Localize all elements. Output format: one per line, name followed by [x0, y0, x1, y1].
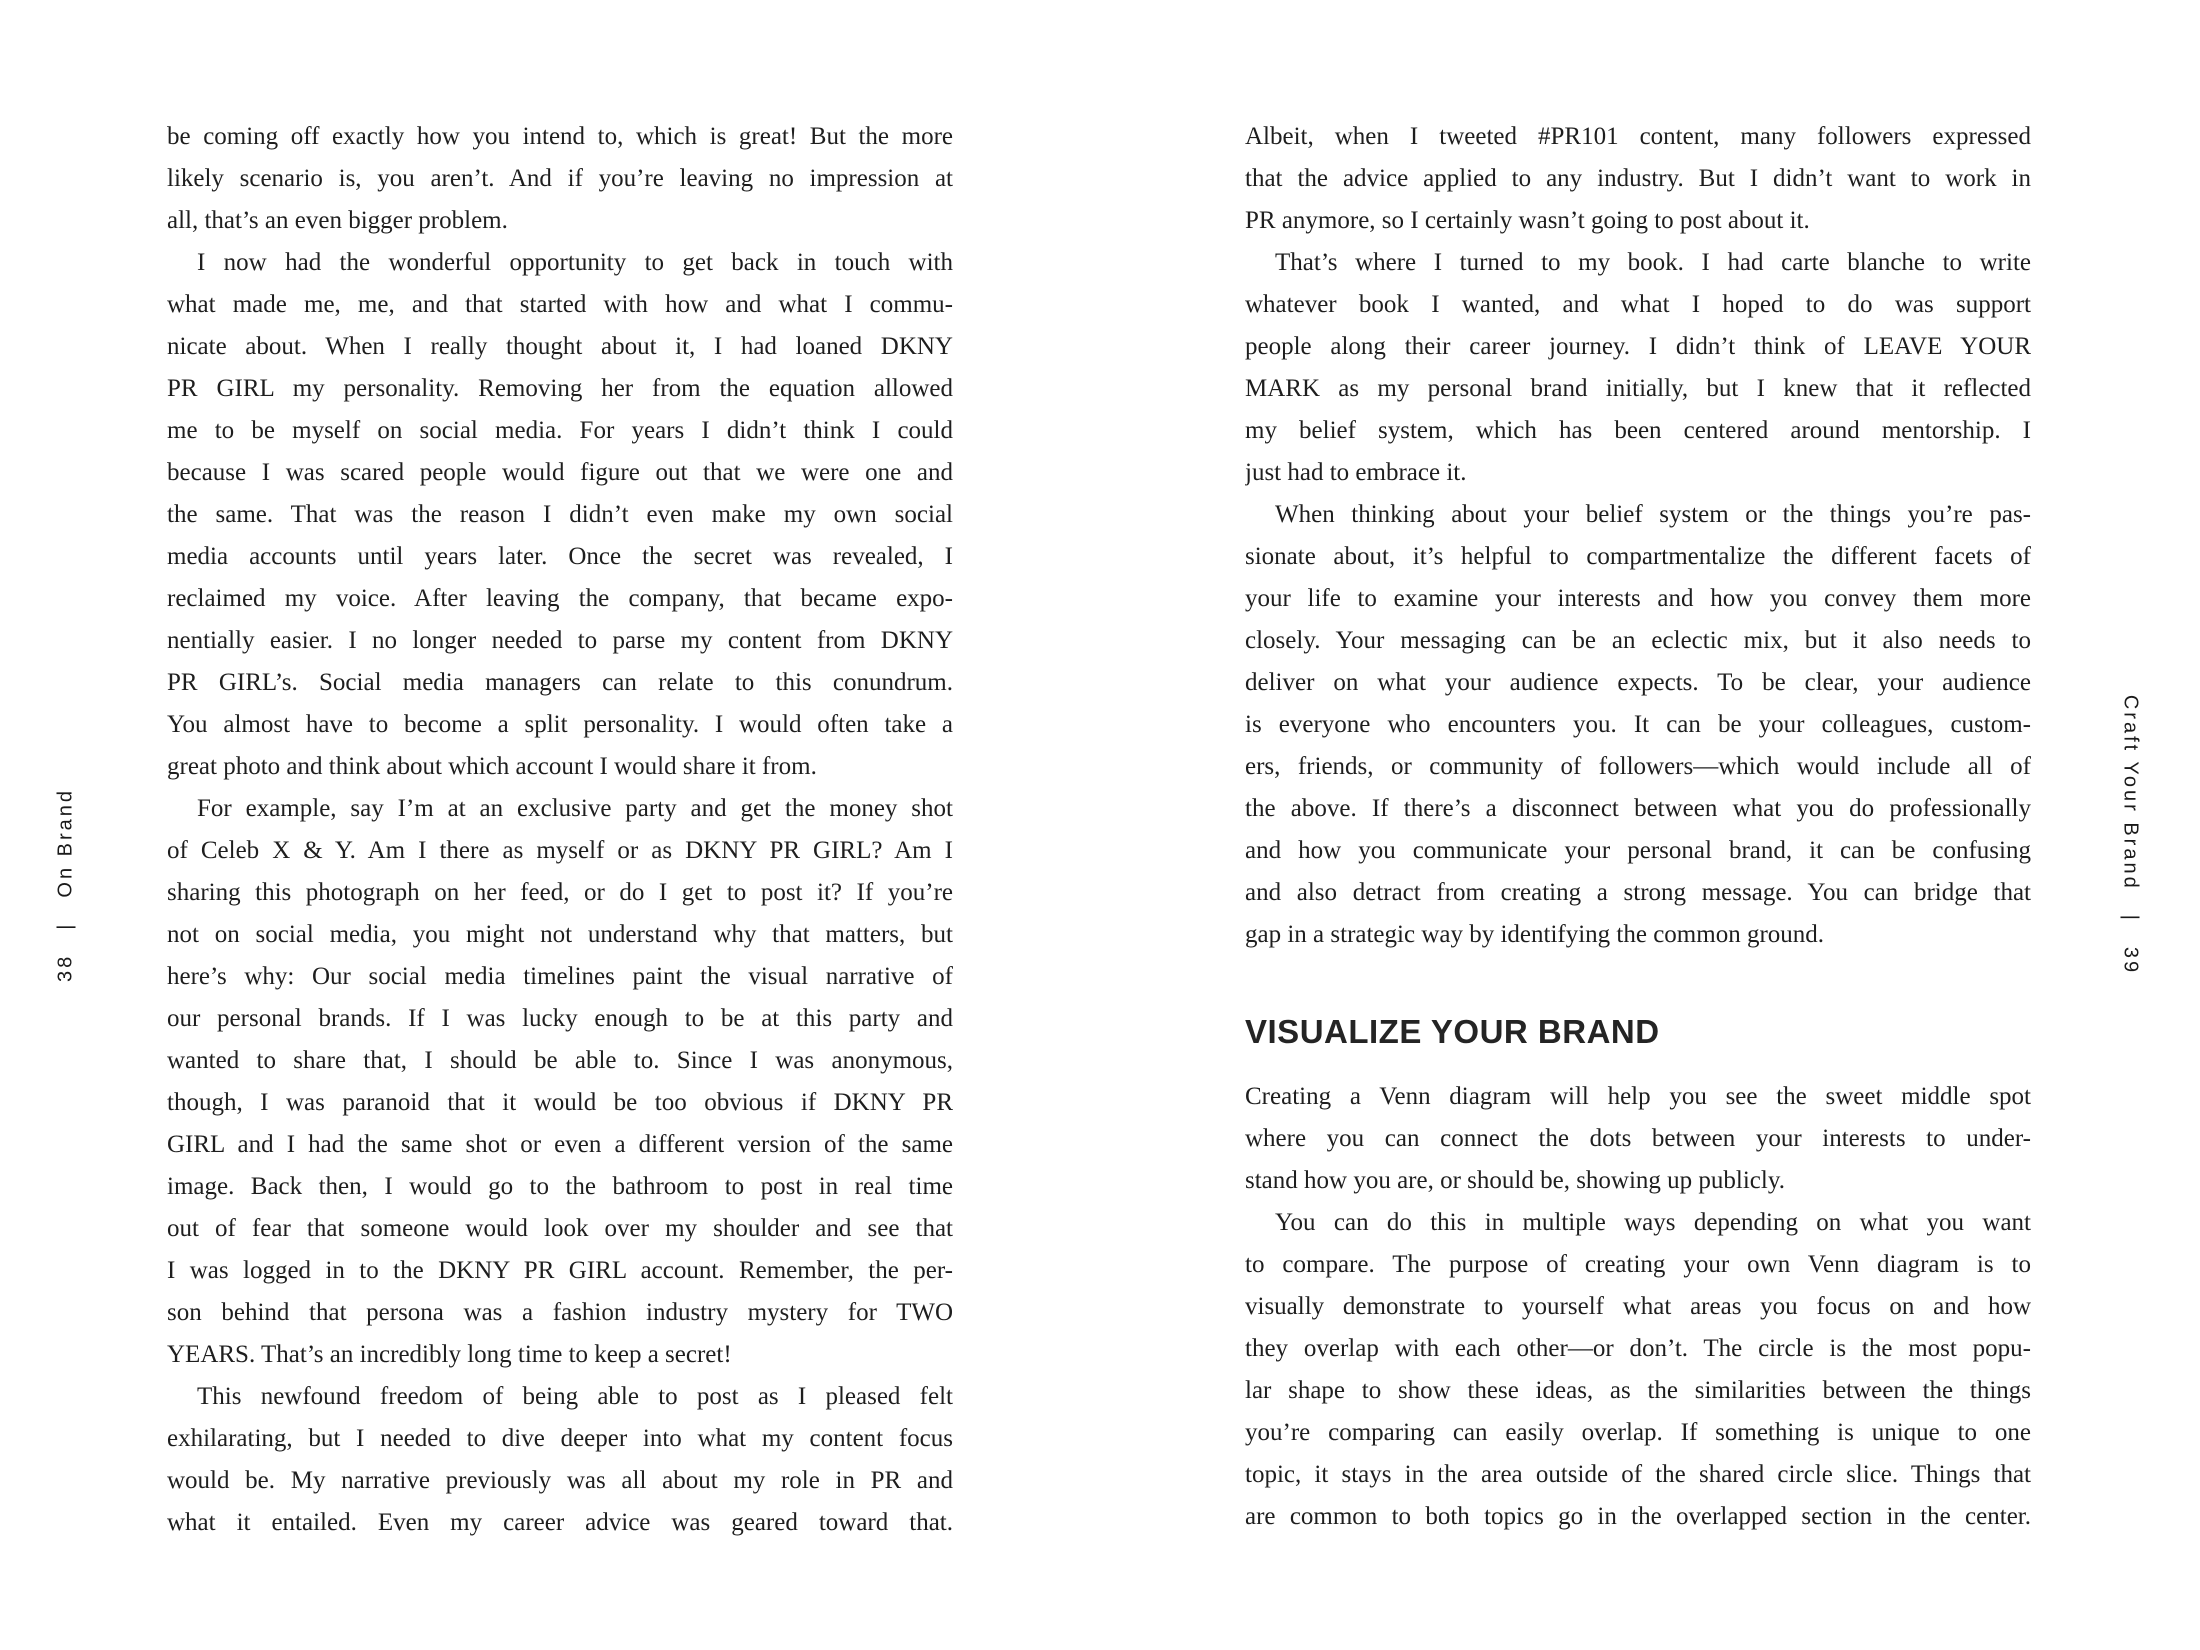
section-heading: VISUALIZE YOUR BRAND	[1245, 1013, 1660, 1050]
right-page-text-column	[1245, 116, 2031, 1538]
text-line: gap in a strategic way by identifying the common ground.	[1245, 921, 1825, 948]
text-line: When thinking about your belief system or the things you’re pas-	[1275, 501, 2031, 528]
text-line: are common to both topics go in the overlapped section in the center.	[1245, 1503, 2031, 1530]
paragraph	[1245, 242, 2031, 494]
text-line: you’re comparing can easily overlap. If something is unique to one	[1245, 1419, 2031, 1446]
text-line: is everyone who encounters you. It can be your colleagues, custom-	[1245, 711, 2031, 738]
text-line: son behind that persona was a fashion industry mystery for TWO	[167, 1299, 953, 1326]
text-line: topic, it stays in the area outside of the shared circle slice. Things that	[1245, 1461, 2031, 1488]
paragraph	[1245, 116, 2031, 242]
text-line: For example, say I’m at an exclusive party and get the money shot	[197, 795, 953, 822]
text-line: and also detract from creating a strong message. You can bridge that	[1245, 879, 2031, 906]
text-line: that the advice applied to any industry. But I didn’t want to work in	[1245, 165, 2031, 192]
text-line: PR GIRL’s. Social media managers can relate to this conundrum.	[167, 669, 953, 696]
text-line: That’s where I turned to my book. I had carte blanche to write	[1275, 249, 2031, 276]
paragraph	[1245, 1202, 2031, 1538]
text-line: not on social media, you might not understand why that matters, but	[167, 921, 953, 948]
text-line: exhilarating, but I needed to dive deeper into what my content focus	[167, 1425, 953, 1452]
text-line: You can do this in multiple ways depending on what you want	[1275, 1209, 2031, 1236]
text-line: great photo and think about which account I would share it from.	[167, 753, 817, 780]
text-line: wanted to share that, I should be able to. Since I was anonymous,	[167, 1047, 953, 1074]
text-line: PR anymore, so I certainly wasn’t going to post about it.	[1245, 207, 1810, 234]
text-line: MARK as my personal brand initially, but I knew that it reflected	[1245, 375, 2031, 402]
text-line: where you can connect the dots between your interests to under-	[1245, 1125, 2031, 1152]
text-line: me to be myself on social media. For years I didn’t think I could	[167, 417, 953, 444]
text-line: ers, friends, or community of followers—which would include all of	[1245, 753, 2031, 780]
text-line: my belief system, which has been centered around mentorship. I	[1245, 417, 2031, 444]
text-line: our personal brands. If I was lucky enough to be at this party and	[167, 1005, 953, 1032]
footer-separator-right: |	[2119, 914, 2142, 923]
running-footer-right	[2119, 695, 2142, 975]
text-line: whatever book I wanted, and what I hoped to do was support	[1245, 291, 2031, 318]
text-line: PR GIRL my personality. Removing her from the equation allowed	[167, 375, 953, 402]
text-line: your life to examine your interests and how you convey them more	[1245, 585, 2031, 612]
text-line: visually demonstrate to yourself what areas you focus on and how	[1245, 1293, 2031, 1320]
text-line: I now had the wonderful opportunity to get back in touch with	[197, 249, 953, 276]
text-line: This newfound freedom of being able to post as I pleased felt	[197, 1383, 953, 1410]
paragraph	[167, 242, 953, 788]
text-line: stand how you are, or should be, showing up publicly.	[1245, 1167, 1785, 1194]
text-line: of Celeb X & Y. Am I there as myself or as DKNY PR GIRL? Am I	[167, 837, 953, 864]
text-line: sionate about, it’s helpful to compartmentalize the different facets of	[1245, 543, 2031, 570]
text-line: to compare. The purpose of creating your own Venn diagram is to	[1245, 1251, 2031, 1278]
page-number-right: 39	[2119, 946, 2142, 976]
running-footer-left	[55, 788, 78, 982]
text-line: I was logged in to the DKNY PR GIRL account. Remember, the per-	[167, 1257, 953, 1284]
text-line: just had to embrace it.	[1245, 459, 1467, 486]
text-line: what made me, me, and that started with how and what I commu-	[167, 291, 953, 318]
text-line: would be. My narrative previously was all about my role in PR and	[167, 1467, 953, 1494]
text-line: Creating a Venn diagram will help you see the sweet middle spot	[1245, 1083, 2031, 1110]
text-line: people along their career journey. I didn’t think of LEAVE YOUR	[1245, 333, 2031, 360]
text-line: deliver on what your audience expects. To be clear, your audience	[1245, 669, 2031, 696]
text-line: here’s why: Our social media timelines paint the visual narrative of	[167, 963, 953, 990]
text-line: You almost have to become a split personality. I would often take a	[167, 711, 953, 738]
text-line: they overlap with each other—or don’t. The circle is the most popu-	[1245, 1335, 2031, 1362]
text-line: sharing this photograph on her feed, or do I get to post it? If you’re	[167, 879, 953, 906]
text-line: because I was scared people would figure out that we were one and	[167, 459, 953, 486]
text-line: the above. If there’s a disconnect between what you do professionally	[1245, 795, 2031, 822]
text-line: image. Back then, I would go to the bathroom to post in real time	[167, 1173, 953, 1200]
text-line: lar shape to show these ideas, as the similarities between the things	[1245, 1377, 2031, 1404]
text-line: closely. Your messaging can be an eclectic mix, but it also needs to	[1245, 627, 2031, 654]
left-page-text-column	[167, 116, 953, 1544]
text-line: and how you communicate your personal brand, it can be confusing	[1245, 837, 2031, 864]
text-line: media accounts until years later. Once the secret was revealed, I	[167, 543, 953, 570]
text-line: YEARS. That’s an incredibly long time to keep a secret!	[167, 1341, 732, 1368]
text-line: reclaimed my voice. After leaving the company, that became expo-	[167, 585, 953, 612]
text-line: be coming off exactly how you intend to, which is great! But the more	[167, 123, 953, 150]
paragraph	[167, 788, 953, 1376]
text-line: nentially easier. I no longer needed to parse my content from DKNY	[167, 627, 953, 654]
text-line: what it entailed. Even my career advice was geared toward that.	[167, 1509, 953, 1536]
paragraph	[1245, 1076, 2031, 1202]
text-line: GIRL and I had the same shot or even a different version of the same	[167, 1131, 953, 1158]
text-line: the same. That was the reason I didn’t even make my own social	[167, 501, 953, 528]
running-title-right: Craft Your Brand	[2119, 694, 2142, 891]
text-line: out of fear that someone would look over my shoulder and see that	[167, 1215, 953, 1242]
text-line: likely scenario is, you aren’t. And if you’re leaving no impression at	[167, 165, 953, 192]
page-number-left: 38	[54, 953, 77, 983]
footer-separator-left: |	[54, 921, 77, 930]
text-line: Albeit, when I tweeted #PR101 content, many followers expressed	[1245, 123, 2031, 150]
running-title-left: On Brand	[54, 787, 77, 898]
paragraph	[1245, 494, 2031, 956]
paragraph	[167, 1376, 953, 1544]
text-line: though, I was paranoid that it would be too obvious if DKNY PR	[167, 1089, 953, 1116]
text-line: nicate about. When I really thought about it, I had loaned DKNY	[167, 333, 953, 360]
text-line: all, that’s an even bigger problem.	[167, 207, 508, 234]
paragraph	[167, 116, 953, 242]
